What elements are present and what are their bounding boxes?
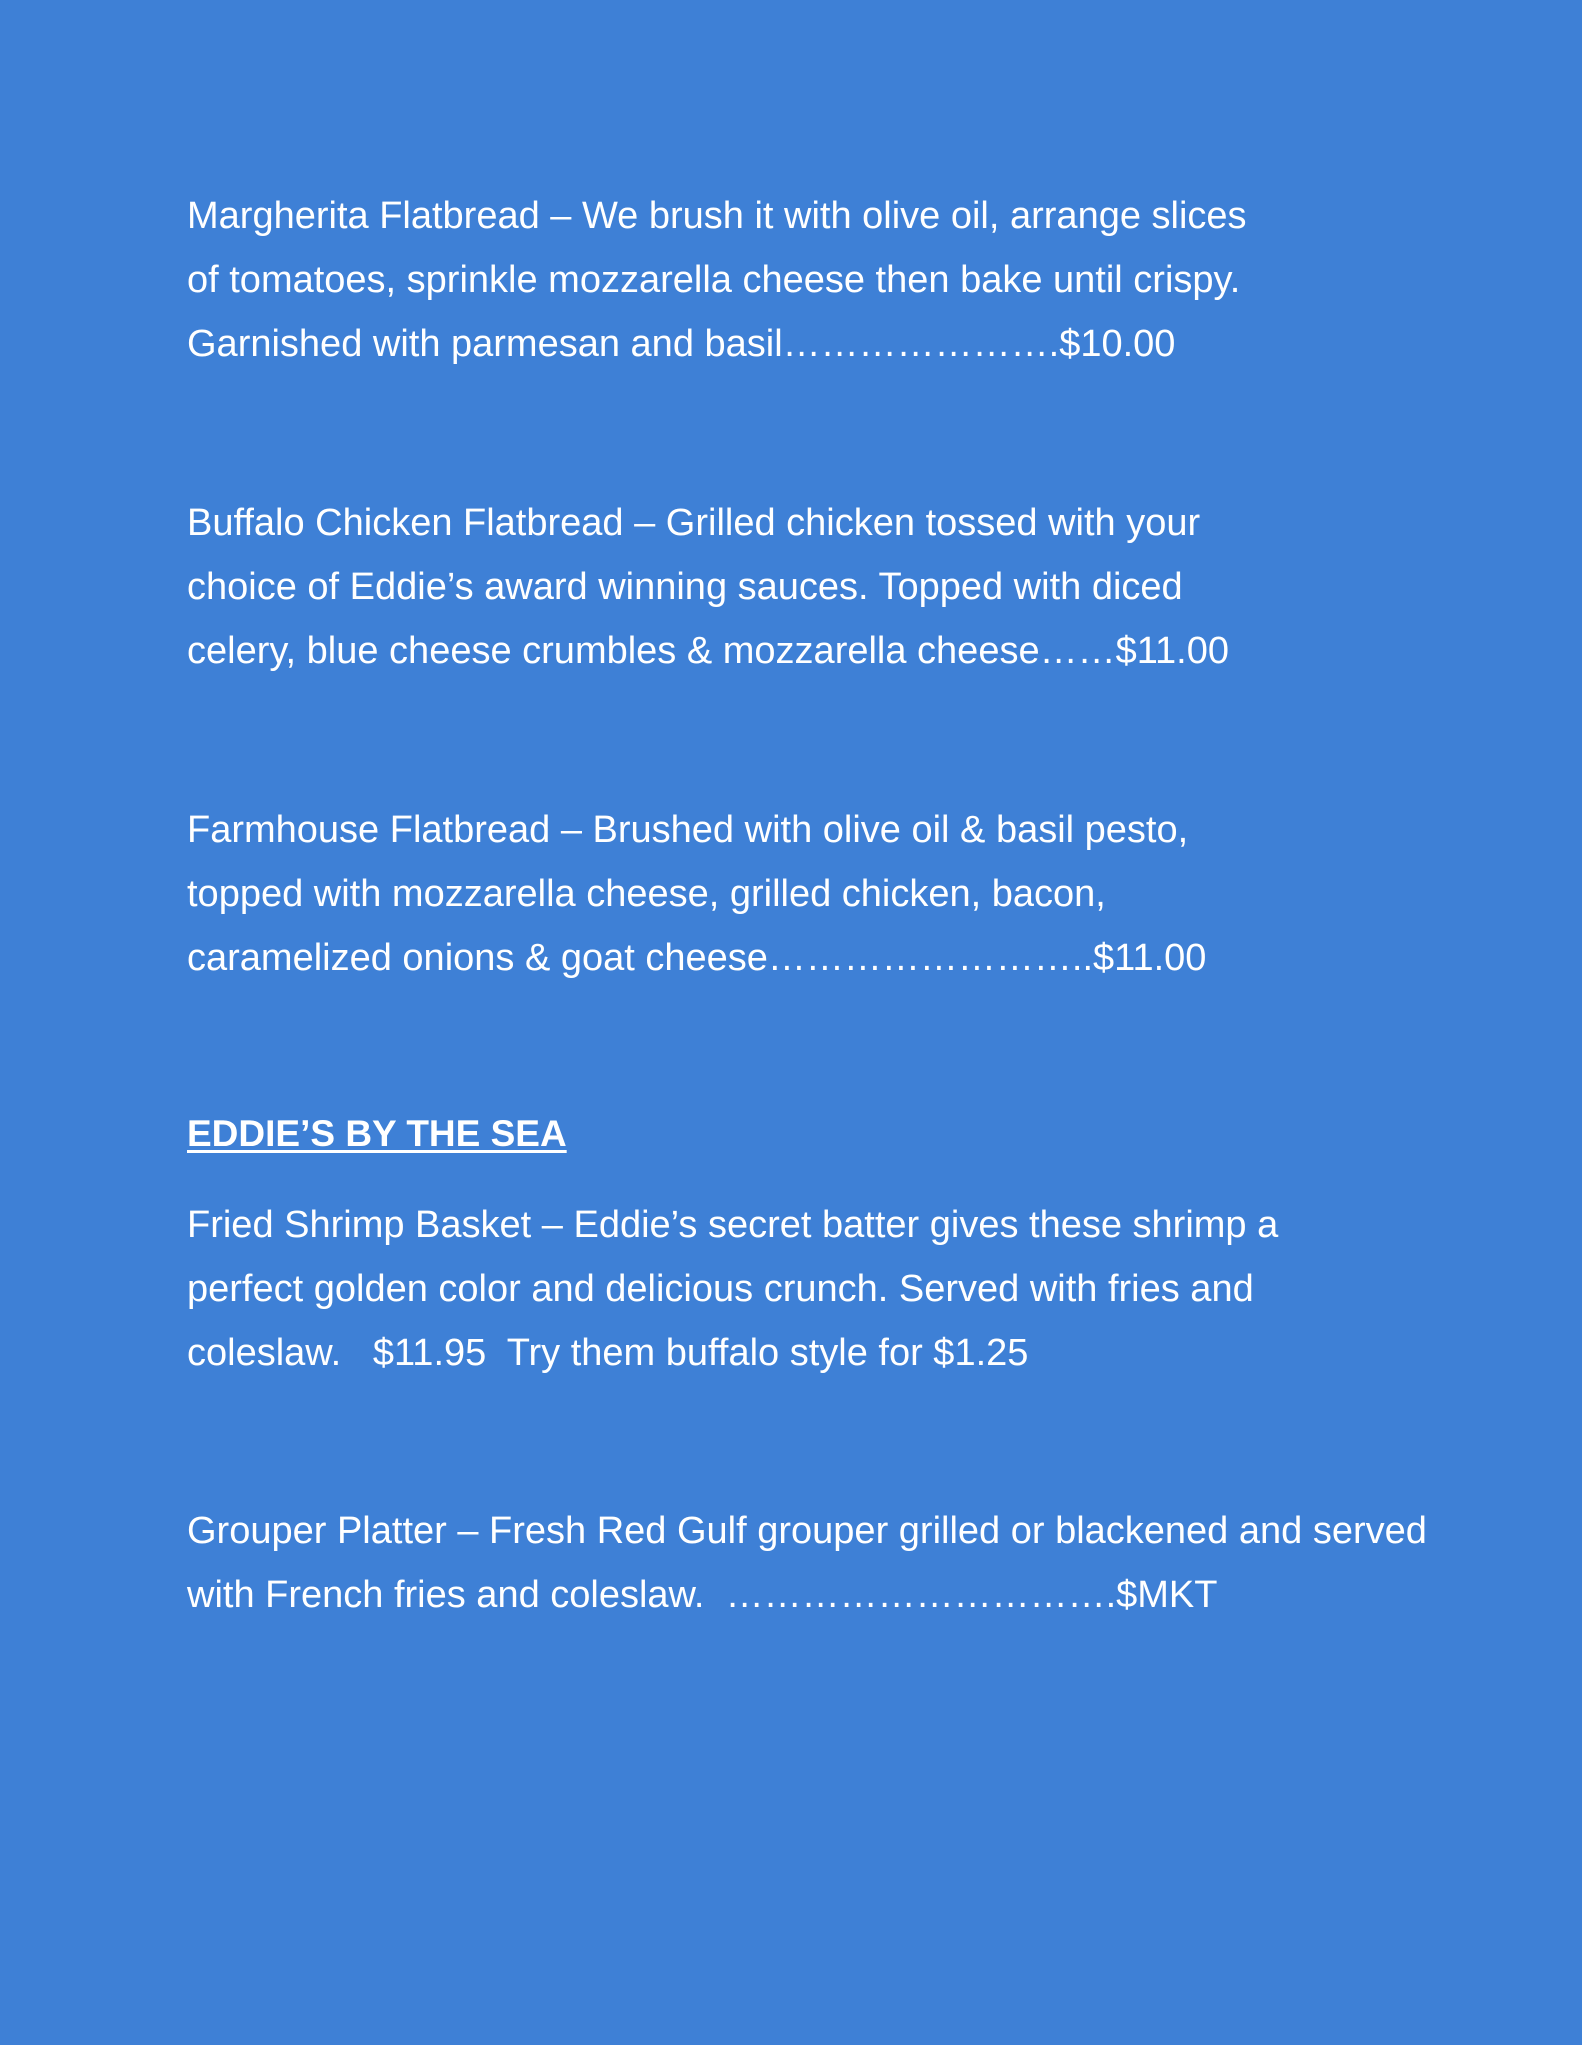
menu-item-grouper-platter <box>187 1499 1577 1627</box>
menu-item-line: Garnished with parmesan and basil………………….$10.00 <box>187 323 1176 365</box>
menu-item-line: choice of Eddie’s award winning sauces. Topped with diced <box>187 566 1183 608</box>
menu-item-line: caramelized onions & goat cheese……………………..$11.00 <box>187 937 1207 979</box>
menu-item-line: Fried Shrimp Basket – Eddie’s secret batter gives these shrimp a <box>187 1204 1279 1246</box>
menu-item-line: Farmhouse Flatbread – Brushed with olive oil & basil pesto, <box>187 809 1189 851</box>
menu-item-line: Margherita Flatbread – We brush it with olive oil, arrange slices <box>187 195 1247 237</box>
menu-item-line: with French fries and coleslaw. ………………………….$MKT <box>187 1574 1218 1616</box>
menu-item-line: topped with mozzarella cheese, grilled chicken, bacon, <box>187 873 1106 915</box>
menu-item-line: perfect golden color and delicious crunch. Served with fries and <box>187 1268 1254 1310</box>
menu-item-buffalo-chicken-flatbread <box>187 491 1577 683</box>
section-heading-block <box>187 1109 1577 1159</box>
menu-item-farmhouse-flatbread <box>187 798 1577 990</box>
menu-item-margherita-flatbread <box>187 184 1577 376</box>
menu-item-line: of tomatoes, sprinkle mozzarella cheese then bake until crispy. <box>187 259 1241 301</box>
menu-item-fried-shrimp-basket <box>187 1193 1577 1385</box>
menu-item-line: Grouper Platter – Fresh Red Gulf grouper grilled or blackened and served <box>187 1510 1427 1552</box>
menu-item-line: coleslaw. $11.95 Try them buffalo style for $1.25 <box>187 1332 1029 1374</box>
menu-item-line: Buffalo Chicken Flatbread – Grilled chicken tossed with your <box>187 502 1201 544</box>
section-heading: EDDIE’S BY THE SEA <box>187 1113 567 1154</box>
menu-item-line: celery, blue cheese crumbles & mozzarella cheese……$11.00 <box>187 630 1229 672</box>
